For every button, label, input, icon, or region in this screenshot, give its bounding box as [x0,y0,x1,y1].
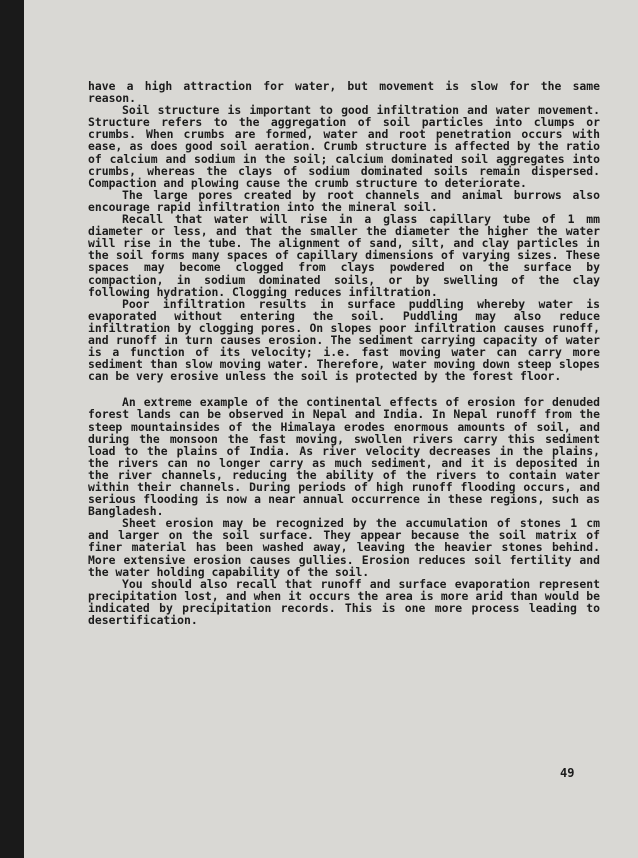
paragraph: An extreme example of the continental effects of erosion for denuded forest lands can be observed in Nepal and India. In Nepal runoff from the steep mountainsides of the Himalaya erodes enormous amounts of soil, and during the monsoon the fast moving, swollen rivers carry this sediment load to the plains of India. As river velocity decreases in the plains, the rivers can no longer carry as much sediment, and it is deposited in the river channels, reducing the ability of the rivers to contain water within their channels. During periods of high runoff flooding occurs, and serious flooding is now a near annual occurrence in these regions, such as Bangladesh. [88,395,600,519]
paragraph: You should also recall that runoff and surface evaporation represent precipitation lost, and when it occurs the area is more arid than would be indicated by precipitation records. This is one more process leading to desertification. [88,576,600,628]
paragraph: Soil structure is important to good infiltration and water movement. Structure refers to the aggregation of soil particles into clumps or crumbs. When crumbs are formed, water and root penetration occurs with ease, as does good soil aeration. Crumb structure is affected by the ratio of calcium and sodium in the soil; calcium dominated soil aggregates into crumbs, whereas the clays of sodium dominated soils remain dispersed. Compaction and plowing cause the crumb structure to deteriorate. [88,103,600,190]
paragraph: Poor infiltration results in surface puddling whereby water is evaporated without entering the soil. Puddling may also reduce infiltration by clogging pores. On slopes poor infiltration causes runoff, and runoff in turn causes erosion. The sediment carrying capacity of water is a function of its velocity; i.e. fast moving water can carry more sediment than slow moving water. Therefore, water moving down steep slopes can be very erosive unless the soil is protected by the forest floor. [88,296,600,384]
paragraph: The large pores created by root channels and animal burrows also encourage rapid infiltration into the mineral soil. [88,187,600,214]
paragraph: have a high attraction for water, but movement is slow for the same reason. [88,79,600,106]
paragraph: Sheet erosion may be recognized by the accumulation of stones 1 cm and larger on the soil surface. They appear because the soil matrix of finer material has been washed away, leaving the heavier stones behind. More extensive erosion causes gullies. Erosion reduces soil fertility and the water holding capability of the soil. [88,516,600,579]
page-number: 49 [560,766,575,780]
paragraph: Recall that water will rise in a glass capillary tube of 1 mm diameter or less, and that the smaller the diameter the higher the water will rise in the tube. The alignment of sand, silt, and clay particles in the soil forms many spaces of capillary dimensions of varying sizes. These spaces may become clogged from clays powdered on the surface by compaction, in sodium dominated soils, or by swelling of the clay following hydration. Clogging reduces infiltration. [88,212,600,299]
document-page [24,0,638,858]
body-text [88,80,600,626]
